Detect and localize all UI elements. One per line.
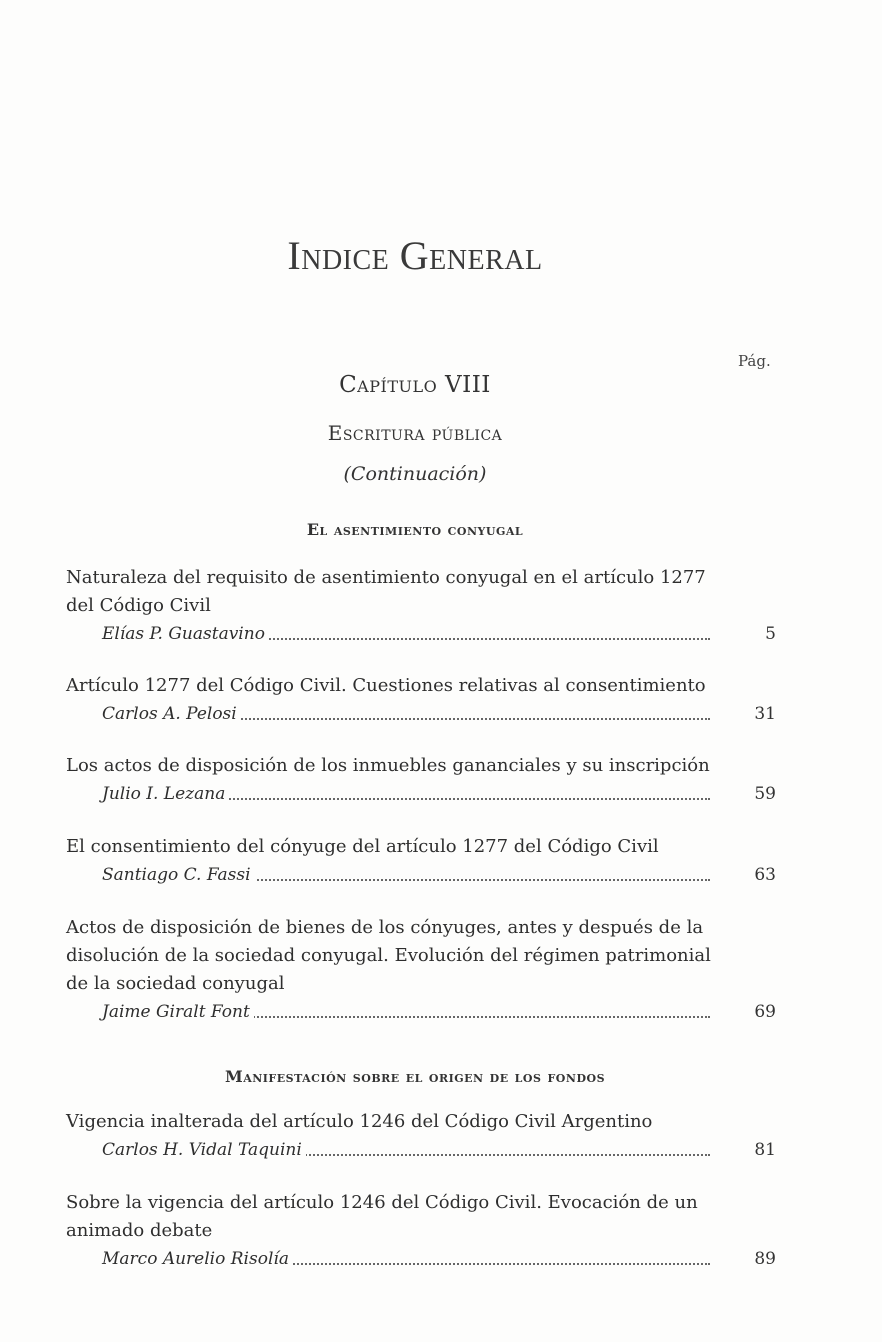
author-line: [66, 780, 786, 808]
entry-page-number: 63: [754, 865, 776, 885]
entry-page-number: 5: [765, 624, 776, 644]
entry-author: Carlos H. Vidal Taquini: [102, 1136, 306, 1164]
page-title: Indice General: [287, 233, 543, 278]
entry-page-number: 59: [754, 784, 776, 804]
author-line: [66, 861, 786, 889]
toc-entry[interactable]: [66, 833, 786, 889]
entry-author: Santiago C. Fassi: [102, 861, 255, 889]
page-column-label: Pág.: [738, 352, 771, 370]
section-heading-asentimiento: El asentimiento conyugal: [306, 520, 524, 539]
entry-title: El consentimiento del cónyuge del artículo 1277 del Código Civil: [66, 836, 659, 857]
entry-author: Jaime Giralt Font: [102, 998, 254, 1026]
chapter-heading: Capítulo VIII: [339, 372, 491, 398]
entry-page-number: 31: [754, 704, 776, 724]
author-line: [66, 1136, 786, 1164]
chapter-subject: Escritura pública: [327, 421, 503, 445]
author-line: [66, 1245, 786, 1273]
entry-title: Sobre la vigencia del artículo 1246 del Código Civil. Evocación de un animado debate: [66, 1192, 698, 1241]
entry-author: Carlos A. Pelosi: [102, 700, 241, 728]
toc-entry[interactable]: [66, 1108, 786, 1164]
entry-title: Naturaleza del requisito de asentimiento conyugal en el artículo 1277 del Código Civil: [66, 567, 706, 616]
author-line: [66, 998, 786, 1026]
entry-author: Elías P. Guastavino: [102, 620, 269, 648]
entry-title: Los actos de disposición de los inmuebles gananciales y su inscripción: [66, 755, 710, 776]
entry-title: Actos de disposición de bienes de los cónyuges, antes y después de la disolución de la sociedad conyugal. Evolución del régimen patrimonial de la sociedad conyugal: [66, 917, 711, 994]
entry-page-number: 69: [754, 1002, 776, 1022]
author-line: [66, 620, 786, 648]
entry-page-number: 89: [754, 1249, 776, 1269]
entry-author: Marco Aurelio Risolía: [102, 1245, 293, 1273]
toc-entry[interactable]: [66, 752, 786, 808]
toc-entry[interactable]: [66, 914, 786, 1026]
entry-author: Julio I. Lezana: [102, 780, 229, 808]
toc-entry[interactable]: [66, 672, 786, 728]
author-line: [66, 700, 786, 728]
toc-entry[interactable]: [66, 564, 786, 648]
entry-title: Vigencia inalterada del artículo 1246 del Código Civil Argentino: [66, 1111, 653, 1132]
continuation-note: (Continuación): [343, 463, 487, 485]
entry-title: Artículo 1277 del Código Civil. Cuestiones relativas al consentimiento: [66, 675, 706, 696]
entry-page-number: 81: [754, 1140, 776, 1160]
toc-entry[interactable]: [66, 1189, 786, 1273]
section-heading-manifestacion: Manifestación sobre el origen de los fondos: [224, 1067, 606, 1086]
